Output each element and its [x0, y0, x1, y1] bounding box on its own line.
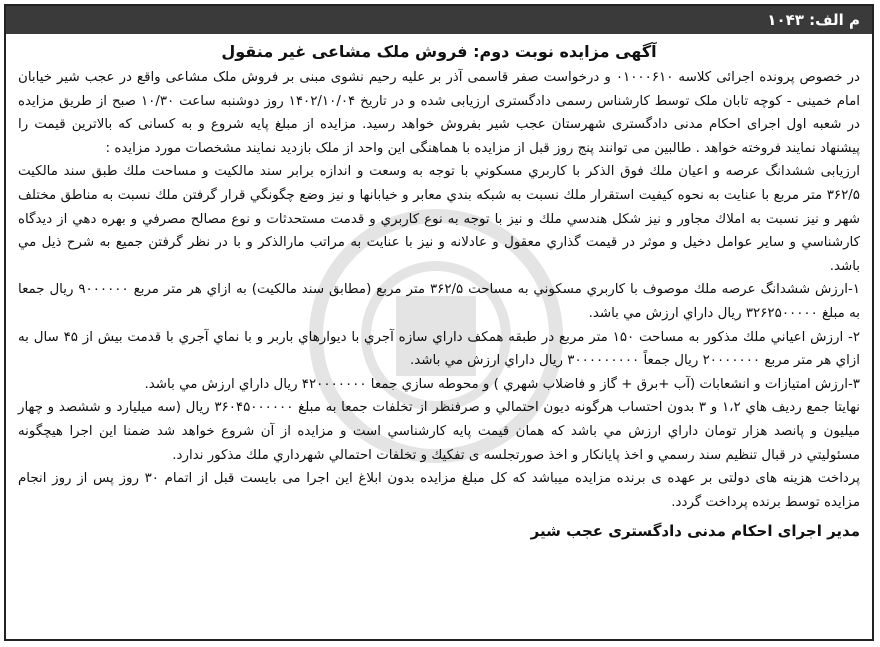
item-utilities-value: ۳-ارزش امتيازات و انشعابات (آب +برق + گاز و فاضلاب شهري ) و محوطه سازي جمعا ۴۲۰۰۰۰۰۰۰ ريال داراي ارزش مي باشد. — [144, 376, 860, 392]
appraisal-paragraph: ارزیابی ششدانگ عرصه و اعیان ملك فوق الذكر با كاربري مسكوني با توجه به وسعت و اندازه برابر سند مالكيت و مساحت ملك طبق سند مالكيت ۳۶۲/۵ متر مربع با عنايت به نحوه كيفيت استقرار ملك نسبت به شبكه بندي معابر و خيابانها و نيز وضع چگونگي قرار گرفتن ملك نسبت به مناطق مختلف شهر و نيز نسبت به املاك مجاور و نيز شكل هندسي ملك و نيز با توجه به نوع كاربري و قدمت مستحدثات و نوع مصالح مصرفي و بهره دهي از ديدگاه كارشناسي و ساير عوامل دخيل و موثر در قيمت گذاري معقول و عادلانه و نيز با عنايت به مراتب مارالذكر و با در نظر گرفتن جميع به شرح ذيل مي باشد. — [18, 164, 860, 274]
notice-frame — [4, 4, 874, 641]
notice-code: م الف: ۱۰۴۳ — [767, 11, 860, 29]
header-bar — [6, 6, 872, 34]
item-land-value: ۱-ارزش ششدانگ عرصه ملك موصوف با كاربري مسكوني به مساحت ۳۶۲/۵ متر مربع (مطابق سند مالكيت) به ازاي هر متر مربع ۹۰۰۰۰۰۰ ريال جمعا به مبلغ ۳۲۶۲۵۰۰۰۰۰ ريال داراي ارزش مي باشد. — [18, 282, 860, 321]
payment-paragraph: پرداخت هزينه های دولتی بر عهده ی برنده مزايده ميباشد كه كل مبلغ مزايده بدون ابلاغ اين اجرا می بايست قبل از اتمام ۳۰ روز پس از روز انجام مزايده توسط برنده پرداخت گردد. — [18, 471, 860, 510]
signature: مدير اجرای احكام مدنی دادگستری عجب شير — [530, 522, 860, 541]
conclusion-paragraph: نهايتا جمع رديف هاي ۱،۲ و ۳ بدون احتساب هرگونه ديون احتمالي و صرفنظر از تخلفات جمعا به مبلغ ۳۶۰۴۵۰۰۰۰۰۰ ريال (سه ميليارد و ششصد و چهار ميليون و پانصد هزار تومان داراي ارزش مي باشد كه همان قيمت پايه كارشناسي است و مزايده از آن شروع خواهد شد ضمنا اين اجرا هيچگونه مسئوليتي در قبال تنظيم سند رسمي و اخذ پايانكار و اخذ صورتجلسه ی تفكيك و تخلفات احتمالي شهرداري ملك مذكور ندارد. — [18, 400, 861, 463]
item-building-value: ۲- ارزش اعياني ملك مذكور به مساحت ۱۵۰ متر مربع در طبقه همكف داراي سازه آجري با ديوارهاي باربر و با نماي آجري با قدمت بيش از ۴۵ سال به ازاي هر متر مربع ۲۰۰۰۰۰۰۰ ريال جمعاً ۳۰۰۰۰۰۰۰۰۰ ريال داراي ارزش مي باشد. — [18, 329, 861, 369]
notice-body — [6, 34, 872, 544]
notice-title: آگهی مزایده نوبت دوم: فروش ملک مشاعی غیر منقول — [221, 42, 657, 61]
intro-paragraph: در خصوص پرونده اجرائی کلاسه ۰۱۰۰۰۶۱۰ و درخواست صفر قاسمی آذر بر علیه رحیم نشوی مبنی بر فروش ملک مشاعی واقع در عجب شیر خیابان امام خمینی - کوچه تابان ملک توسط کارشناس رسمی دادگستری ارزیابی شده و در تاریخ ۱۴۰۲/۱۰/۰۴ روز دوشنبه ساعت ۱۰/۳۰ صبح از طریق مزایده در شعبه اول اجرای احکام مدنی دادگستری شهرستان عجب شیر بفروش خواهد رسید. مزایده از مبلغ پایه شروع و به کسانی که بالاترین قیمت را پیشنهاد نمایند فروخته خواهد . طالبین می توانند پنج روز قبل از مزایده با هماهنگی این واحد از ملک بازدید نمایند مشخصات مورد مزایده : — [18, 70, 860, 156]
